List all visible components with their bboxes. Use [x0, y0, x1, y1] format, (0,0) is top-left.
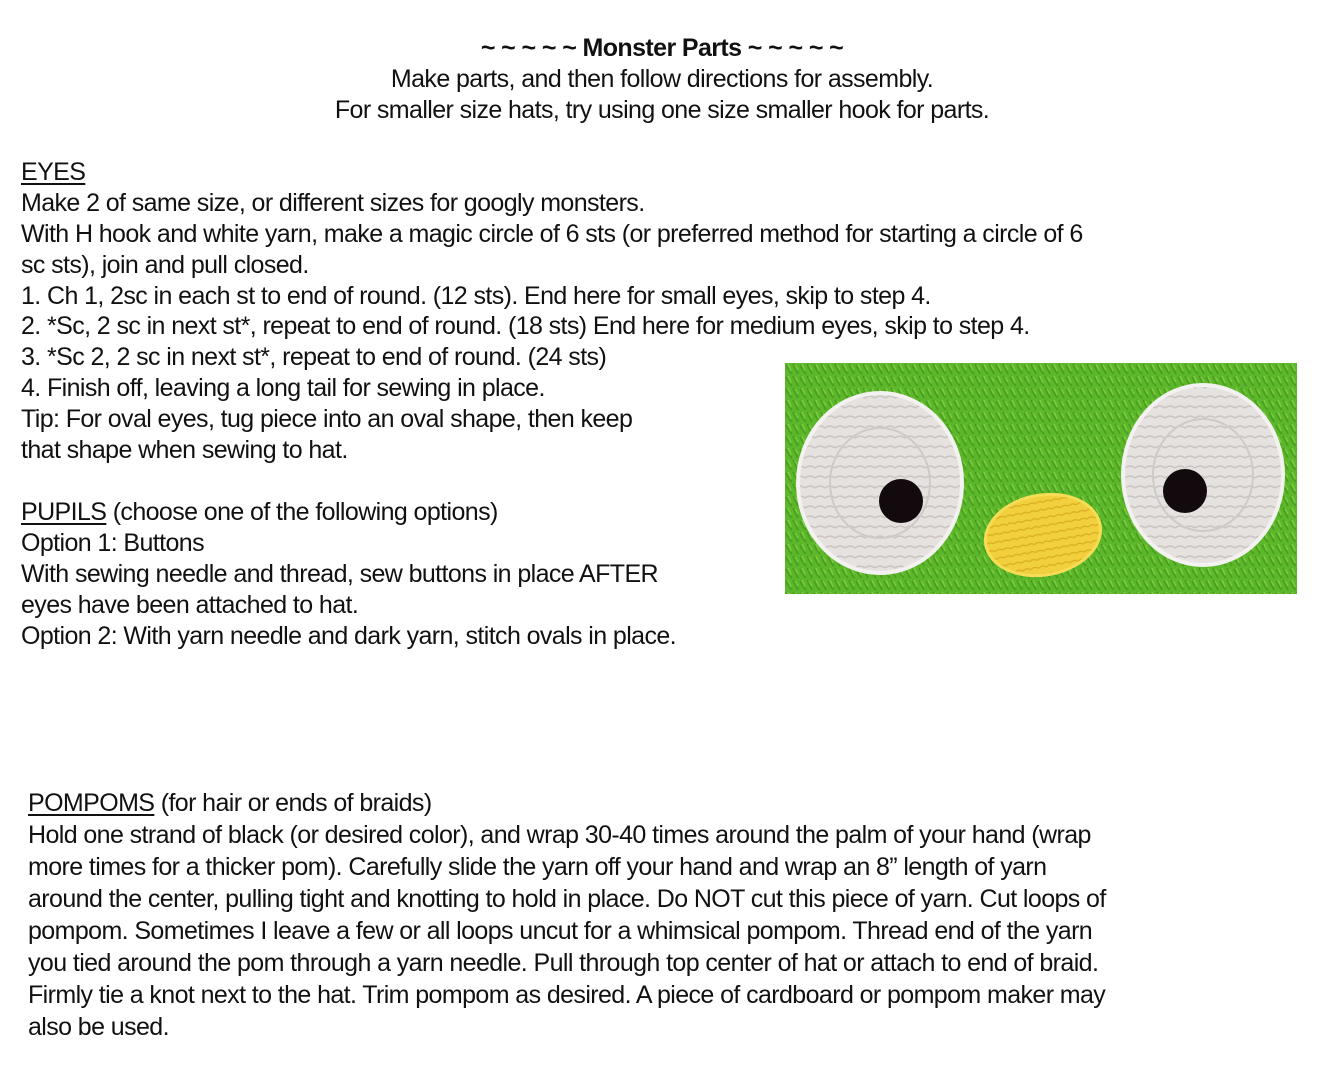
pompoms-heading [28, 788, 432, 819]
pupils-heading-note: (choose one of the following options) [106, 498, 498, 526]
eyes-heading [21, 157, 85, 188]
pupils-option-1: Option 1: Buttons [21, 529, 204, 557]
subtitle-hook-size: For smaller size hats, try using one size smaller hook for parts. [334, 96, 990, 124]
monster-eyes-photo [785, 363, 1297, 594]
subtitle-assembly: Make parts, and then follow directions for assembly. [390, 65, 934, 93]
right-eye [1123, 385, 1283, 565]
eyes-heading-text: EYES [21, 158, 86, 186]
right-button-pupil [1163, 469, 1207, 513]
pompoms-text-line: you tied around the pom through a yarn needle. Pull through top center of hat or attach to end of braid. [28, 949, 1099, 977]
left-eye [798, 393, 962, 573]
eyes-step: 2. *Sc, 2 sc in next st*, repeat to end of round. (18 sts) End here for medium eyes, skip to step 4. [21, 312, 1030, 340]
eyes-method-line: sc sts), join and pull closed. [21, 251, 309, 279]
eyes-intro: Make 2 of same size, or different sizes for googly monsters. [21, 189, 645, 217]
eyes-step: 3. *Sc 2, 2 sc in next st*, repeat to end of round. (24 sts) [21, 343, 607, 371]
pompoms-text-line: more times for a thicker pom). Carefully slide the yarn off your hand and wrap an 8” length of yarn [28, 853, 1047, 881]
eyes-step: 1. Ch 1, 2sc in each st to end of round. (12 sts). End here for small eyes, skip to step 4. [21, 282, 931, 310]
pompoms-text-line: Hold one strand of black (or desired color), and wrap 30-40 times around the palm of your hand (wrap [28, 821, 1091, 849]
eyes-method-line: With H hook and white yarn, make a magic circle of 6 sts (or preferred method for starting a circle of 6 [21, 220, 1083, 248]
left-button-pupil [879, 479, 923, 523]
pompoms-text-line: also be used. [28, 1013, 169, 1041]
pompoms-text-line: Firmly tie a knot next to the hat. Trim pompom as desired. A piece of cardboard or pompom maker may [28, 981, 1106, 1009]
pompoms-heading-note: (for hair or ends of braids) [154, 789, 432, 817]
pompoms-text-line: pompom. Sometimes I leave a few or all loops uncut for a whimsical pompom. Thread end of the yarn [28, 917, 1093, 945]
eyes-tip: that shape when sewing to hat. [21, 436, 348, 464]
eyes-step: 4. Finish off, leaving a long tail for sewing in place. [21, 374, 545, 402]
eyes-tip: Tip: For oval eyes, tug piece into an oval shape, then keep [21, 405, 633, 433]
pupils-option-2: Option 2: With yarn needle and dark yarn, stitch ovals in place. [21, 622, 677, 650]
page-title: ~ ~ ~ ~ ~ Monster Parts ~ ~ ~ ~ ~ [480, 34, 844, 62]
pupils-option-1-text: With sewing needle and thread, sew buttons in place AFTER [21, 560, 659, 588]
pupils-heading-text: PUPILS [21, 498, 107, 526]
pupils-option-1-text: eyes have been attached to hat. [21, 591, 359, 619]
pupils-heading [21, 497, 498, 528]
pompoms-heading-text: POMPOMS [28, 789, 155, 817]
pompoms-text-line: around the center, pulling tight and knotting to hold in place. Do NOT cut this piece of yarn. Cut loops of [28, 885, 1106, 913]
